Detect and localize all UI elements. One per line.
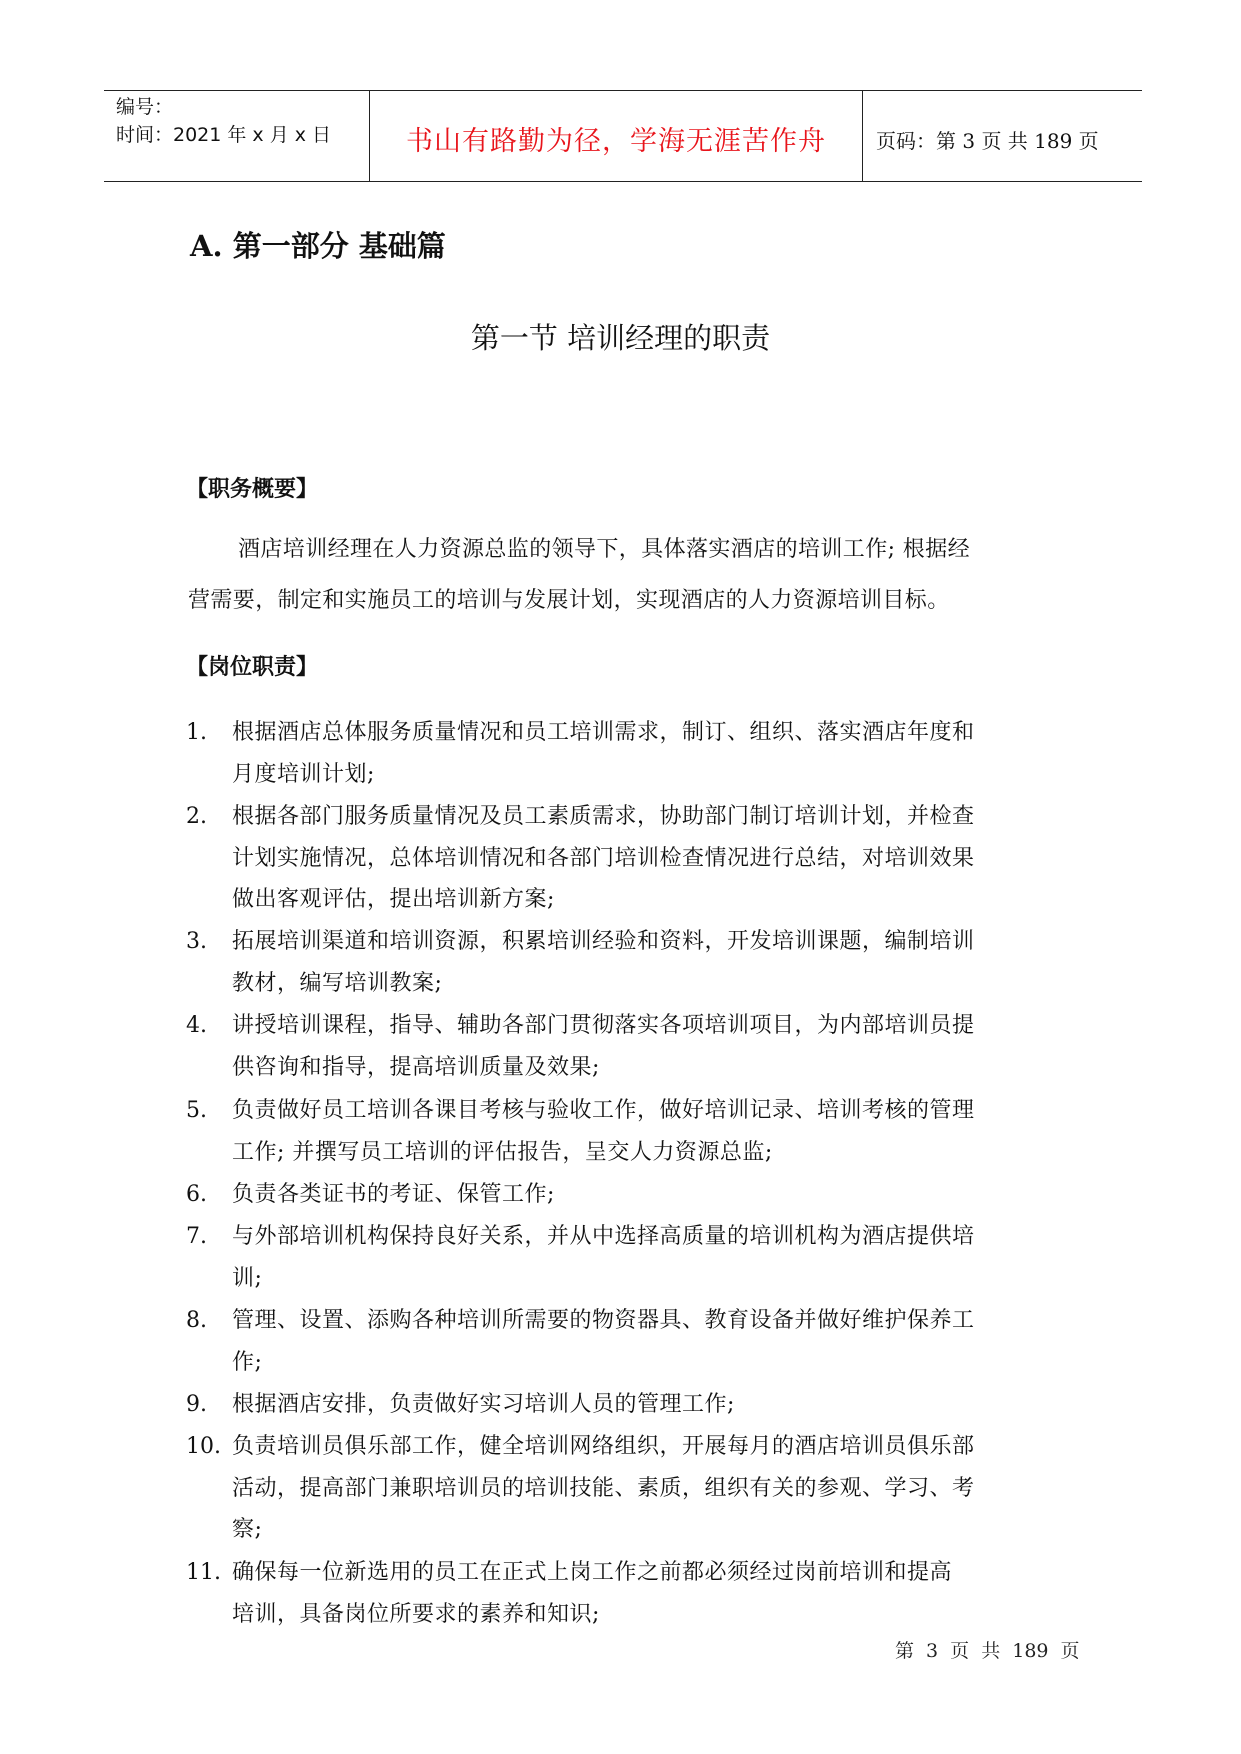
duty-item-line: 教材，编写培训教案;: [232, 970, 443, 996]
overview-paragraph-line: 酒店培训经理在人力资源总监的领导下，具体落实酒店的培训工作; 根据经: [238, 537, 971, 562]
duty-item-number: 3.: [186, 929, 207, 954]
page-header: [104, 90, 1142, 182]
duty-item-line: 负责做好员工培训各课目考核与验收工作，做好培训记录、培训考核的管理: [232, 1098, 975, 1123]
overview-paragraph-line: 营需要，制定和实施员工的培训与发展计划，实现酒店的人力资源培训目标。: [188, 588, 950, 613]
duty-item-text: [232, 1216, 1062, 1299]
section-title: 第一节 培训经理的职责: [470, 321, 771, 355]
duty-item-line: 培训，具备岗位所要求的素养和知识;: [232, 1601, 600, 1627]
header-time-label: 时间：2021 年 x 月 x 日: [116, 124, 332, 146]
duty-item-line: 训;: [232, 1265, 263, 1291]
duty-item-line: 负责各类证书的考证、保管工作;: [232, 1182, 555, 1207]
duty-item-line: 做出客观评估，提出培训新方案;: [232, 887, 555, 912]
duty-item-text: [232, 921, 1062, 1004]
duty-item-number: 7.: [186, 1224, 207, 1249]
duty-item-line: 活动，提高部门兼职培训员的培训技能、素质，组织有关的参观、学习、考: [232, 1475, 975, 1501]
duty-item-line: 拓展培训渠道和培训资源，积累培训经验和资料，开发培训课题，编制培训: [232, 929, 975, 954]
header-page-number: 页码：第 3 页 共 189 页: [876, 129, 1099, 153]
duty-item-text: [232, 1005, 1062, 1088]
duty-item-line: 作;: [232, 1349, 263, 1375]
duty-item-text: [232, 1174, 1062, 1216]
duty-item-number: 9.: [186, 1392, 207, 1417]
duty-item-line: 根据酒店安排，负责做好实习培训人员的管理工作;: [232, 1392, 735, 1417]
duty-item-line: 月度培训计划;: [232, 761, 375, 787]
duty-item-text: [232, 1552, 1062, 1635]
duty-item-line: 察;: [232, 1517, 263, 1542]
duty-item-number: 5.: [186, 1098, 207, 1123]
duty-item-text: [232, 1090, 1062, 1173]
duty-item-number: 2.: [186, 804, 207, 829]
duty-item-text: [232, 1384, 1062, 1426]
duty-item-number: 10.: [186, 1434, 221, 1459]
duty-item-text: [232, 712, 1062, 795]
duty-item-number: 4.: [186, 1013, 207, 1038]
duty-item-number: 8.: [186, 1308, 207, 1333]
part-title: A. 第一部分 基础篇: [190, 229, 446, 263]
duty-item-number: 11.: [186, 1560, 221, 1585]
duty-item-text: [232, 1426, 1062, 1551]
duty-item-line: 供咨询和指导，提高培训质量及效果;: [232, 1054, 600, 1080]
header-motto: 书山有路勤为径，学海无涯苦作舟: [406, 126, 826, 157]
header-divider: [862, 91, 863, 181]
duty-item-line: 讲授培训课程，指导、辅助各部门贯彻落实各项培训项目，为内部培训员提: [232, 1013, 975, 1038]
duty-item-line: 与外部培训机构保持良好关系，并从中选择高质量的培训机构为酒店提供培: [232, 1224, 975, 1249]
duty-item-number: 1.: [186, 720, 207, 745]
page-footer: 第 3 页 共 189 页: [895, 1640, 1080, 1662]
duty-item-line: 管理、设置、添购各种培训所需要的物资器具、教育设备并做好维护保养工: [232, 1308, 975, 1333]
header-number-label: 编号：: [116, 96, 174, 118]
duty-item-number: 6.: [186, 1182, 207, 1207]
duty-item-line: 工作; 并撰写员工培训的评估报告，呈交人力资源总监;: [232, 1139, 773, 1165]
overview-heading: 【职务概要】: [186, 476, 319, 502]
header-meta: [116, 93, 366, 149]
duties-heading: 【岗位职责】: [186, 654, 319, 680]
duty-item-line: 根据各部门服务质量情况及员工素质需求，协助部门制订培训计划，并检查: [232, 804, 975, 829]
duty-item-text: [232, 796, 1062, 921]
duty-item-line: 计划实施情况，总体培训情况和各部门培训检查情况进行总结，对培训效果: [232, 845, 975, 871]
duty-item-text: [232, 1300, 1062, 1383]
duty-item-line: 负责培训员俱乐部工作，健全培训网络组织，开展每月的酒店培训员俱乐部: [232, 1434, 975, 1459]
duty-item-line: 根据酒店总体服务质量情况和员工培训需求，制订、组织、落实酒店年度和: [232, 720, 975, 745]
duty-item-line: 确保每一位新选用的员工在正式上岗工作之前都必须经过岗前培训和提高: [232, 1560, 953, 1585]
